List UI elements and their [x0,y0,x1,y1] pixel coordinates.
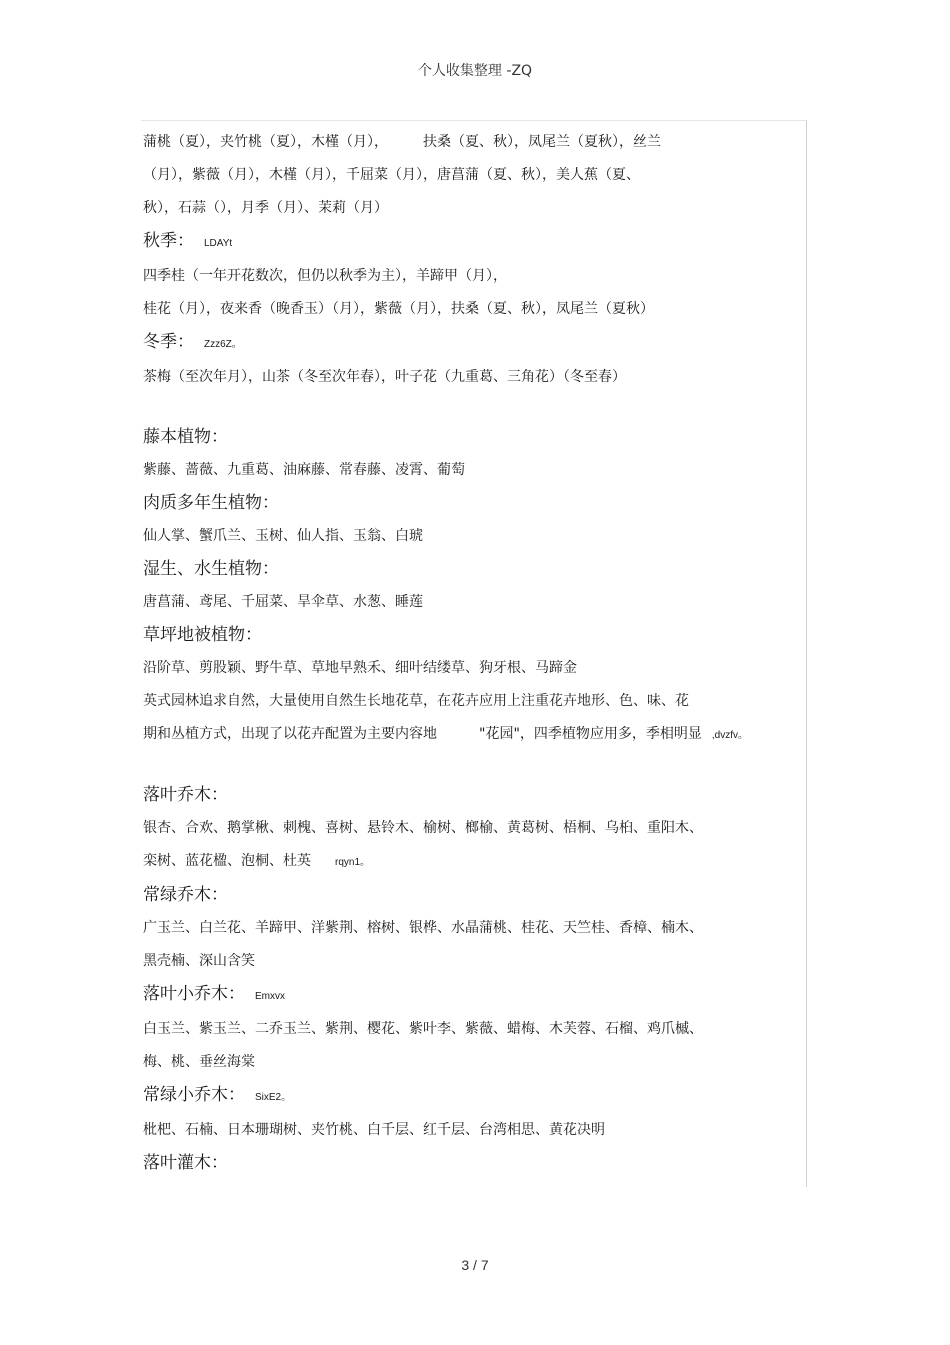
winter-code: Zzz6Z。 [204,339,242,350]
page-header: 个人收集整理 -ZQ [417,63,533,79]
autumn-heading: 秋季： LDAYt [143,231,233,251]
deciduous-tree-heading: 落叶乔木： [143,785,228,805]
evergreen-tree-line-2: 黑壳楠、深山含笑 [143,953,255,969]
document-body [143,126,823,1180]
lawn-line-1: 沿阶草、剪股颖、野牛草、草地早熟禾、细叶结缕草、狗牙根、马蹄金 [143,660,577,676]
autumn-line-2: 桂花（月），夜来香（晚香玉）（月），紫薇（月），扶桑（夏、秋），凤尾兰（夏秋） [143,301,654,317]
vine-heading: 藤本植物： [143,427,228,447]
vine-line-1: 紫藤、蔷薇、九重葛、油麻藤、常春藤、凌霄、葡萄 [143,462,465,478]
evergreen-small-tree-line-1: 枇杷、石楠、日本珊瑚树、夹竹桃、白千层、红千层、台湾相思、黄花决明 [143,1122,605,1138]
deciduous-tree-code: rqyn1。 [335,857,371,868]
aquatic-line-1: 唐菖蒲、鸢尾、千屈菜、旱伞草、水葱、睡莲 [143,594,423,610]
autumn-code: LDAYt [204,238,233,249]
deciduous-small-tree-heading: 落叶小乔木： Emxvx [143,984,285,1004]
deciduous-tree-line-1: 银杏、合欢、鹅掌楸、刺槐、喜树、悬铃木、榆树、榔榆、黄葛树、梧桐、乌桕、重阳木、 [143,820,703,836]
deciduous-small-tree-line-2: 梅、桃、垂丝海棠 [143,1054,255,1070]
evergreen-small-tree-code: SixE2。 [255,1092,292,1103]
winter-heading: 冬季： Zzz6Z。 [143,332,242,352]
autumn-line-1: 四季桂（一年开花数次，但仍以秋季为主），羊蹄甲（月）， [143,268,507,284]
summer-line-3: 秋），石蒜（），月季（月）、茉莉（月） [143,200,388,216]
english-garden-code: ,dvzfv。 [711,730,749,741]
summer-line-1: 蒲桃（夏），夹竹桃（夏），木槿（月）， 扶桑（夏、秋），凤尾兰（夏秋），丝兰 [143,134,661,150]
evergreen-tree-line-1: 广玉兰、白兰花、羊蹄甲、洋紫荆、榕树、银桦、水晶蒲桃、桂花、天竺桂、香樟、楠木、 [143,920,703,936]
aquatic-heading: 湿生、水生植物： [143,559,279,579]
deciduous-shrub-heading: 落叶灌木： [143,1153,228,1173]
deciduous-small-tree-code: Emxvx [255,991,285,1002]
deciduous-small-tree-line-1: 白玉兰、紫玉兰、二乔玉兰、紫荆、樱花、紫叶李、紫薇、蜡梅、木芙蓉、石榴、鸡爪槭、 [143,1021,703,1037]
winter-line-1: 茶梅（至次年月），山茶（冬至次年春），叶子花（九重葛、三角花）（冬至春） [143,369,626,385]
evergreen-tree-heading: 常绿乔木： [143,885,228,905]
summer-line-2: （月），紫薇（月），木槿（月），千屈菜（月），唐菖蒲（夏、秋），美人蕉（夏、 [143,167,640,183]
lawn-heading: 草坪地被植物： [143,625,262,645]
succulent-heading: 肉质多年生植物： [143,493,279,513]
deciduous-tree-line-2: 栾树、蓝花楹、泡桐、杜英 rqyn1。 [143,853,371,869]
english-garden-line-2: 期和丛植方式，出现了以花卉配置为主要内容地 "花园"，四季植物应用多，季相明显 ,dvzfv。 [143,726,749,742]
evergreen-small-tree-heading: 常绿小乔木： SixE2。 [143,1085,292,1105]
succulent-line-1: 仙人掌、蟹爪兰、玉树、仙人指、玉翁、白琥 [143,528,423,544]
page-number: 3 / 7 [461,1257,489,1273]
english-garden-line-1: 英式园林追求自然，大量使用自然生长地花草，在花卉应用上注重花卉地形、色、味、花 [143,693,689,709]
